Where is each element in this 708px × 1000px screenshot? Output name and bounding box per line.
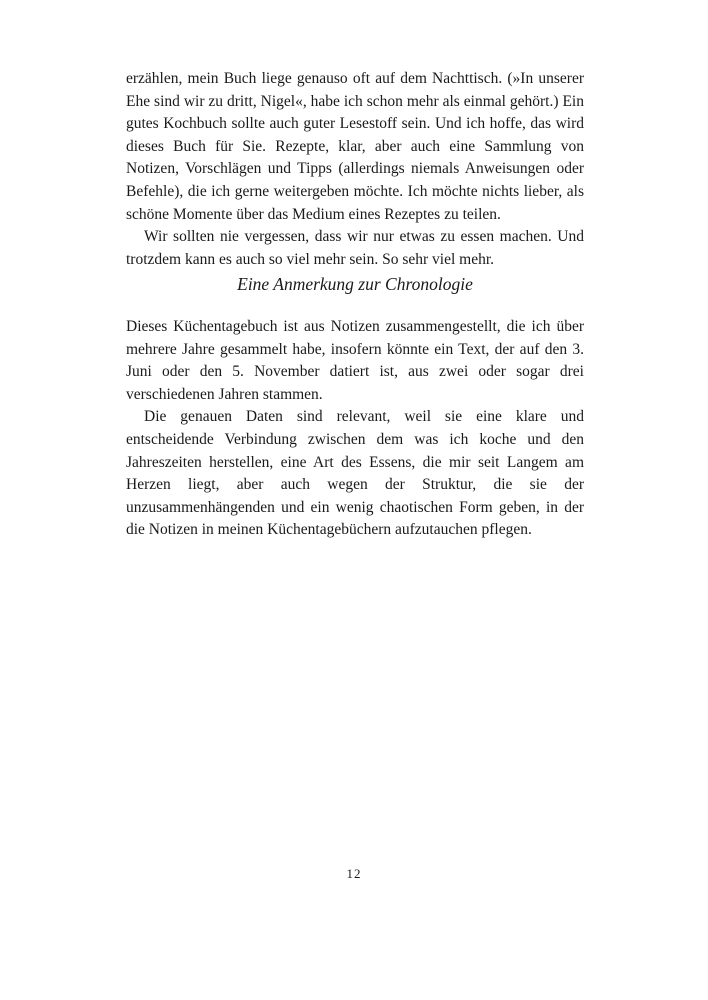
body-text-section-2 — [126, 316, 584, 542]
paragraph: Die genauen Daten sind relevant, weil sie eine klare und entscheidende Verbindung zwischen dem was ich koche und den Jahreszeiten herstellen, eine Art des Essens, die mir seit Langem am Herzen liegt, aber auch wegen der Struktur, die sie der unzusammenhängenden und ein wenig chaotischen Form geben, in der die Notizen in meinen Küchentagebüchern aufzutauchen pflegen. — [126, 408, 584, 539]
paragraph: Wir sollten nie vergessen, dass wir nur etwas zu essen machen. Und trotzdem kann es auch so viel mehr sein. So sehr viel mehr. — [126, 228, 584, 268]
body-text-section-1 — [126, 68, 584, 271]
paragraph: Dieses Küchentagebuch ist aus Notizen zusammengestellt, die ich über mehrere Jahre gesammelt habe, insofern könnte ein Text, der auf den 3. Juni oder den 5. November datiert ist, aus zwei oder sogar drei verschiedenen Jahren stammen. — [126, 318, 584, 403]
section-heading: Eine Anmerkung zur Chronologie — [237, 274, 473, 294]
page-number: 12 — [346, 866, 362, 881]
paragraph: erzählen, mein Buch liege genauso oft auf dem Nachttisch. (»In unserer Ehe sind wir zu dritt, Nigel«, habe ich schon mehr als einmal gehört.) Ein gutes Kochbuch sollte auch guter Lesestoff sein. Und ich hoffe, das wird dieses Buch für Sie. Rezepte, klar, aber auch eine Sammlung von Notizen, Vorschlägen und Tipps (allerdings niemals Anweisungen oder Befehle), die ich gerne weitergeben möchte. Ich möchte nichts lieber, als schöne Momente über das Medium eines Rezeptes zu teilen. — [126, 70, 584, 223]
